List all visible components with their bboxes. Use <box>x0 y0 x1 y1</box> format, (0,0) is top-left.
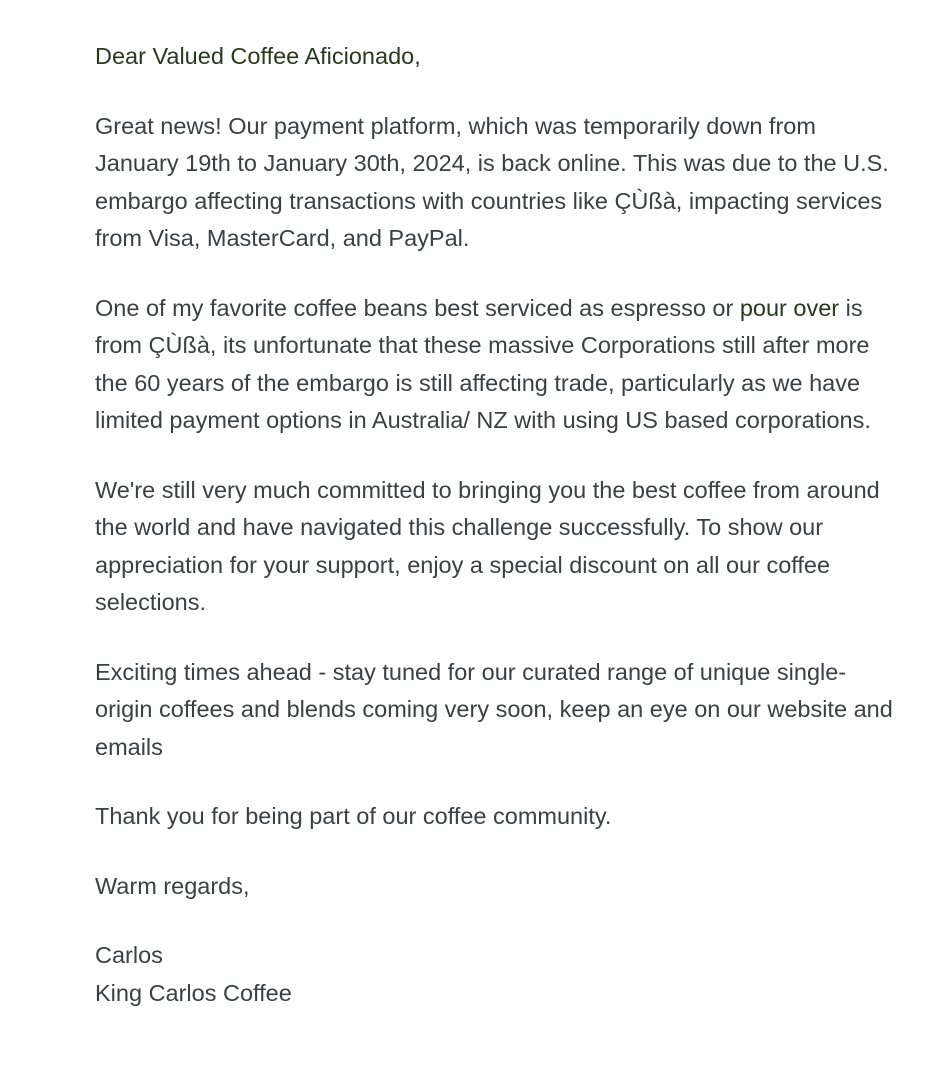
email-thanks: Thank you for being part of our coffee community. <box>95 803 612 829</box>
email-paragraph-favorite-beans <box>95 290 895 440</box>
signature-name: Carlos <box>95 942 163 968</box>
email-paragraph-commitment: We're still very much committed to bringing you the best coffee from around the world and have navigated this challenge successfully. To show our appreciation for your support, enjoy a special discount on all our coffee selections. <box>95 476 880 615</box>
email-body <box>95 38 895 1012</box>
email-greeting: Dear Valued Coffee Aficionado, <box>95 43 421 69</box>
paragraph2-text-before: One of my favorite coffee beans best serviced as espresso or <box>95 294 740 321</box>
signature-company: King Carlos Coffee <box>95 979 292 1006</box>
paragraph2-text-after: is from ÇÙßà, its unfortunate that these massive Corporations still after more the 60 years of the embargo is still affecting trade, particularly as we have limited payment options in Australia/ NZ with using US based corporations. <box>95 294 871 433</box>
email-paragraph-payment-restored: Great news! Our payment platform, which was temporarily down from January 19th to January 30th, 2024, is back online. This was due to the U.S. embargo affecting transactions with countries like ÇÙßà, impacting services from Visa, MasterCard, and PayPal. <box>95 112 889 251</box>
email-closing: Warm regards, <box>95 872 250 899</box>
email-signature <box>95 937 895 1012</box>
email-paragraph-coming-soon: Exciting times ahead - stay tuned for our curated range of unique single-origin coffees and blends coming very soon, keep an eye on our website and emails <box>95 658 893 760</box>
paragraph2-highlight: pour over <box>739 294 840 321</box>
